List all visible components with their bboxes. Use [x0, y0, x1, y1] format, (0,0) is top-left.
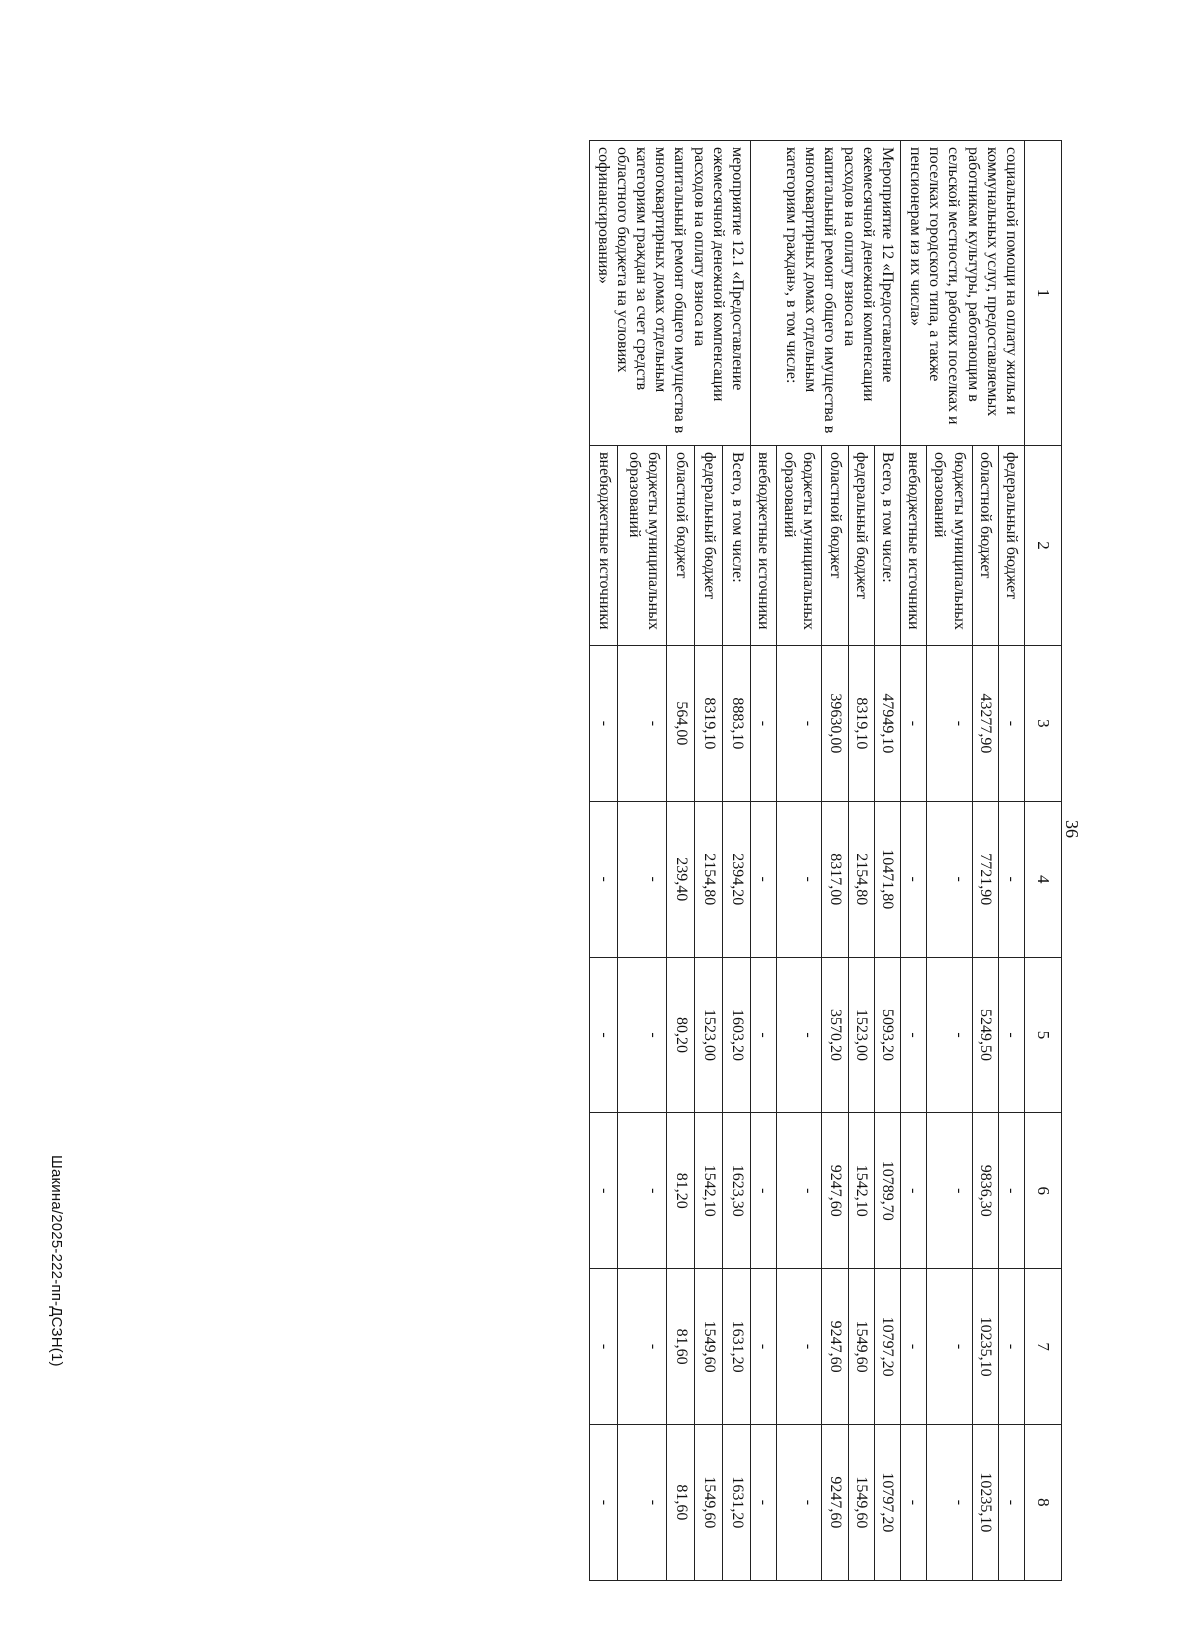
amount-cell: 47949,10 [874, 646, 900, 802]
amount-cell: 3570,20 [822, 957, 848, 1113]
amount-cell: 10235,10 [972, 1424, 998, 1580]
amount-cell: 1523,00 [694, 957, 722, 1113]
document-reference-footer: Шакина/2025-222-пп-ДСЗН(1) [48, 1155, 65, 1367]
amount-cell: - [590, 1113, 618, 1269]
amount-cell: 1603,20 [722, 957, 750, 1113]
amount-cell: 80,20 [666, 957, 694, 1113]
amount-cell: 10789,70 [874, 1113, 900, 1269]
amount-cell: - [998, 801, 1024, 957]
amount-cell: 39630,00 [822, 646, 848, 802]
amount-cell: 81,60 [666, 1269, 694, 1425]
amount-cell: - [618, 801, 667, 957]
amount-cell: 2394,20 [722, 801, 750, 957]
amount-cell: 1549,60 [694, 1269, 722, 1425]
amount-cell: 7721,90 [972, 801, 998, 957]
amount-cell: - [750, 1269, 776, 1425]
amount-cell: 1631,20 [722, 1269, 750, 1425]
header-cell: 3 [1025, 646, 1062, 802]
amount-cell: - [750, 957, 776, 1113]
header-cell: 1 [1025, 141, 1062, 446]
amount-cell: 2154,80 [694, 801, 722, 957]
amount-cell: - [590, 1424, 618, 1580]
amount-cell: - [618, 1113, 667, 1269]
amount-cell: - [901, 1269, 927, 1425]
amount-cell: - [927, 1269, 972, 1425]
funding-source: Всего, в том числе: [722, 446, 750, 646]
amount-cell: 81,60 [666, 1424, 694, 1580]
amount-cell: 1549,60 [848, 1269, 874, 1425]
amount-cell: - [750, 1113, 776, 1269]
amount-cell: - [901, 957, 927, 1113]
amount-cell: 239,40 [666, 801, 694, 957]
amount-cell: - [998, 1113, 1024, 1269]
table-row [874, 141, 900, 1581]
amount-cell: - [590, 801, 618, 957]
funding-source: внебюджетные источники [901, 446, 927, 646]
amount-cell: 5093,20 [874, 957, 900, 1113]
activity-description: социальной помощи на оплату жилья и коммунальных услуг, предоставляемых работникам культуры, работающим в сельской местности, рабочих поселках и поселках городского типа, а также пенсионерам из их числа» [901, 141, 1025, 446]
amount-cell: - [901, 801, 927, 957]
funding-source: бюджеты муниципальных образований [777, 446, 822, 646]
amount-cell: - [618, 1269, 667, 1425]
table-row [998, 141, 1024, 1581]
budget-table [589, 140, 1062, 1581]
amount-cell: 1549,60 [848, 1424, 874, 1580]
activity-description: мероприятие 12.1 «Предоставление ежемесячной денежной компенсации расходов на оплату взноса на капитальный ремонт общего имущества в многоквартирных домах отдельным категориям граждан за счет средств областного бюджета на условиях софинансирования» [590, 141, 751, 446]
funding-source: федеральный бюджет [694, 446, 722, 646]
amount-cell: 10797,20 [874, 1424, 900, 1580]
funding-source: областной бюджет [972, 446, 998, 646]
amount-cell: - [927, 1424, 972, 1580]
header-cell: 8 [1025, 1424, 1062, 1580]
amount-cell: - [777, 646, 822, 802]
amount-cell: 5249,50 [972, 957, 998, 1113]
amount-cell: 8319,10 [694, 646, 722, 802]
amount-cell: - [927, 1113, 972, 1269]
amount-cell: - [590, 957, 618, 1113]
header-cell: 4 [1025, 801, 1062, 957]
funding-source: бюджеты муниципальных образований [927, 446, 972, 646]
header-row [1025, 141, 1062, 1581]
amount-cell: 2154,80 [848, 801, 874, 957]
amount-cell: 1542,10 [694, 1113, 722, 1269]
amount-cell: - [927, 957, 972, 1113]
amount-cell: 10235,10 [972, 1269, 998, 1425]
amount-cell: 564,00 [666, 646, 694, 802]
amount-cell: 1631,20 [722, 1424, 750, 1580]
amount-cell: 1542,10 [848, 1113, 874, 1269]
amount-cell: - [618, 1424, 667, 1580]
amount-cell: - [618, 957, 667, 1113]
amount-cell: 10797,20 [874, 1269, 900, 1425]
amount-cell: - [750, 1424, 776, 1580]
budget-table-body [590, 141, 1062, 1581]
amount-cell: - [777, 801, 822, 957]
header-cell: 7 [1025, 1269, 1062, 1425]
amount-cell: - [927, 801, 972, 957]
amount-cell: - [998, 1424, 1024, 1580]
amount-cell: 8317,00 [822, 801, 848, 957]
funding-source: внебюджетные источники [590, 446, 618, 646]
header-cell: 6 [1025, 1113, 1062, 1269]
amount-cell: 9247,60 [822, 1424, 848, 1580]
amount-cell: - [998, 646, 1024, 802]
amount-cell: 81,20 [666, 1113, 694, 1269]
amount-cell: 10471,80 [874, 801, 900, 957]
amount-cell: 1549,60 [694, 1424, 722, 1580]
header-cell: 2 [1025, 446, 1062, 646]
amount-cell: 1523,00 [848, 957, 874, 1113]
amount-cell: - [901, 646, 927, 802]
amount-cell: - [777, 957, 822, 1113]
funding-source: областной бюджет [822, 446, 848, 646]
funding-source: областной бюджет [666, 446, 694, 646]
activity-description: Мероприятие 12 «Предоставление ежемесячной денежной компенсации расходов на оплату взноса на капитальный ремонт общего имущества в многоквартирных домах отдельным категориям граждан», в том числе: [750, 141, 900, 446]
amount-cell: 8319,10 [848, 646, 874, 802]
funding-source: внебюджетные источники [750, 446, 776, 646]
amount-cell: - [777, 1424, 822, 1580]
amount-cell: 9836,30 [972, 1113, 998, 1269]
amount-cell: - [750, 801, 776, 957]
amount-cell: - [777, 1269, 822, 1425]
header-cell: 5 [1025, 957, 1062, 1113]
funding-source: бюджеты муниципальных образований [618, 446, 667, 646]
amount-cell: 43277,90 [972, 646, 998, 802]
amount-cell: - [590, 646, 618, 802]
amount-cell: - [901, 1113, 927, 1269]
funding-source: федеральный бюджет [848, 446, 874, 646]
amount-cell: - [618, 646, 667, 802]
amount-cell: - [750, 646, 776, 802]
table-row [722, 141, 750, 1581]
amount-cell: - [998, 957, 1024, 1113]
page-number: 36 [1062, 820, 1082, 838]
amount-cell: - [927, 646, 972, 802]
amount-cell: - [998, 1269, 1024, 1425]
amount-cell: 1623,30 [722, 1113, 750, 1269]
amount-cell: 8883,10 [722, 646, 750, 802]
amount-cell: - [901, 1424, 927, 1580]
amount-cell: - [590, 1269, 618, 1425]
funding-source: федеральный бюджет [998, 446, 1024, 646]
amount-cell: - [777, 1113, 822, 1269]
funding-source: Всего, в том числе: [874, 446, 900, 646]
amount-cell: 9247,60 [822, 1269, 848, 1425]
amount-cell: 9247,60 [822, 1113, 848, 1269]
